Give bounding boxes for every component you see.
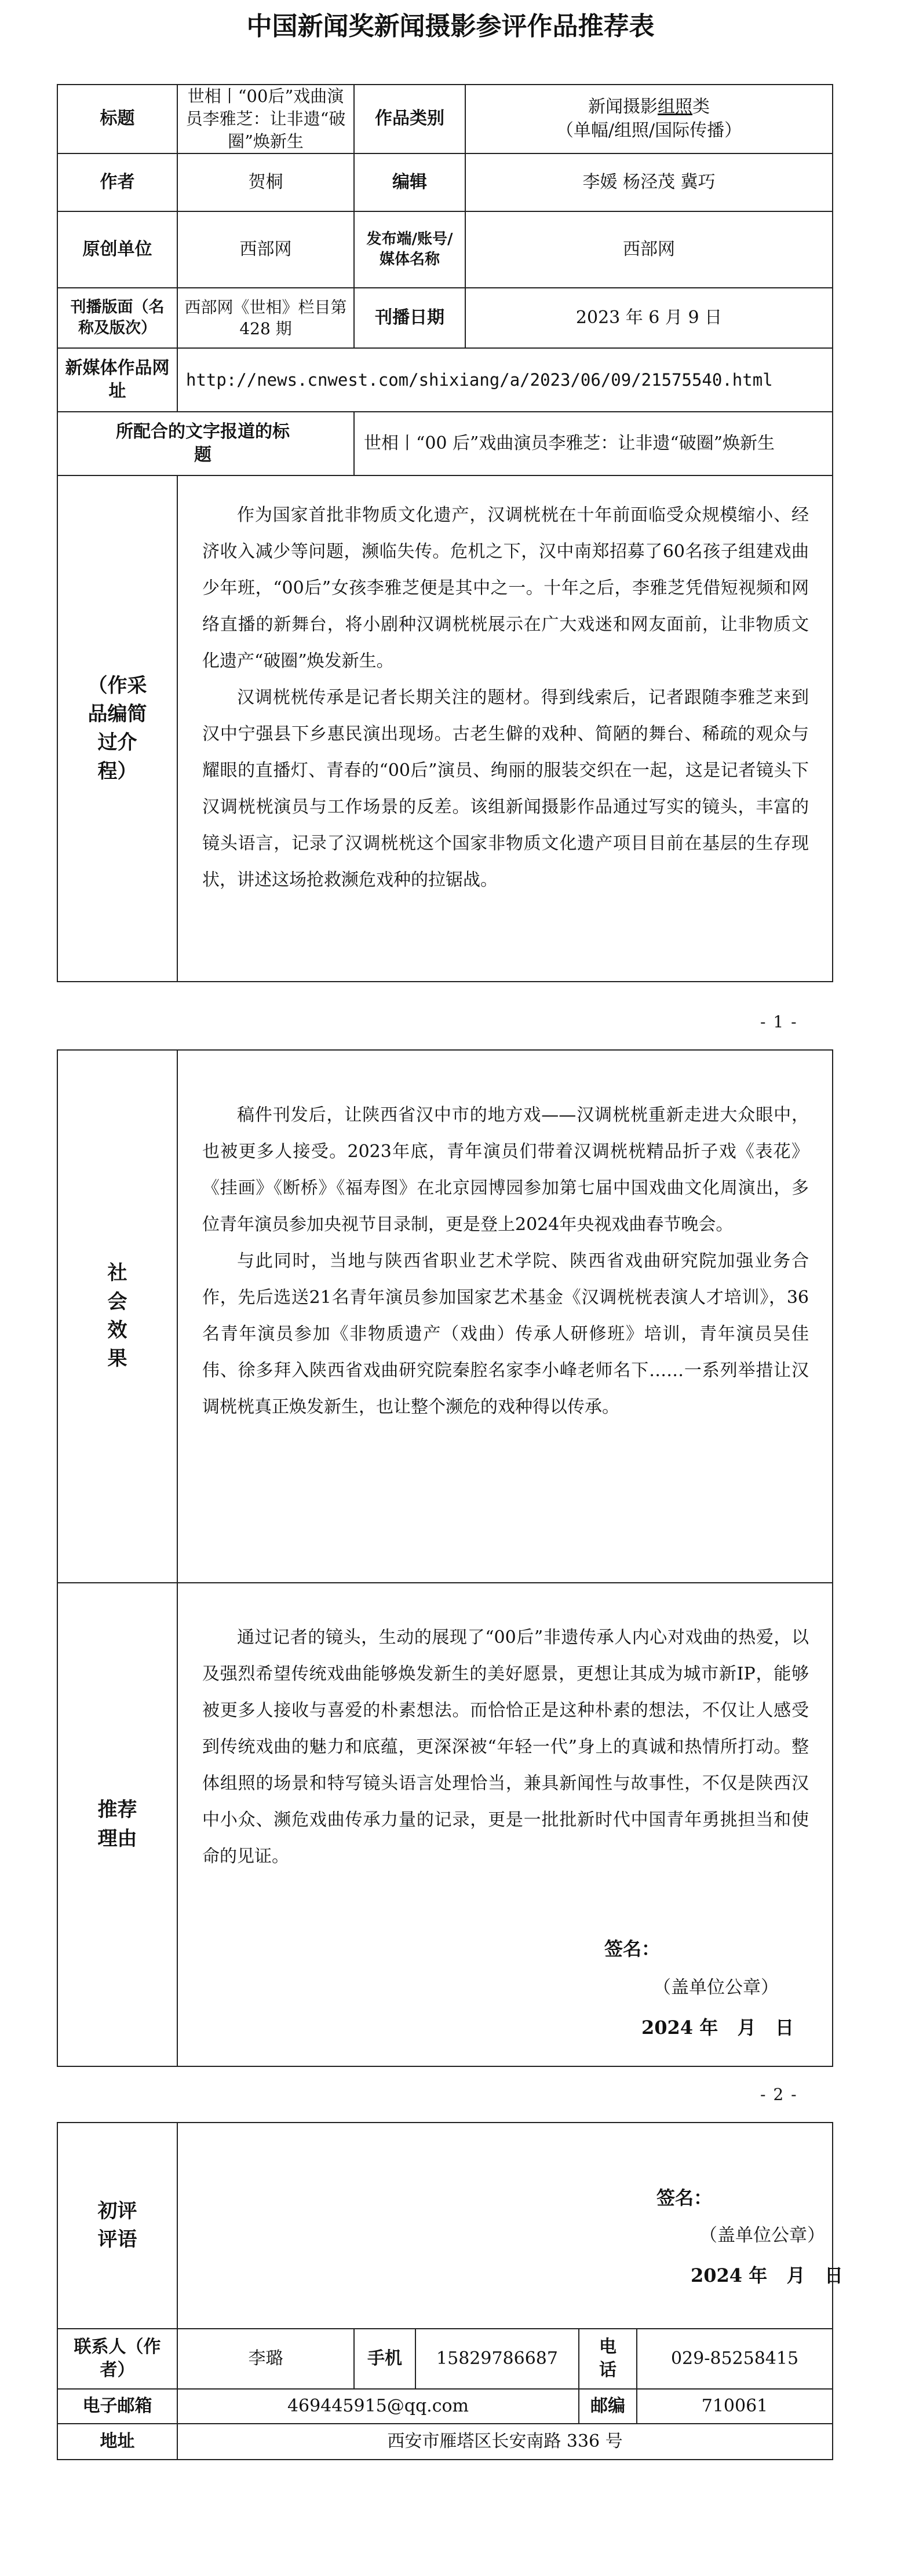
url-label: 新媒体作品网址 (57, 348, 177, 412)
reason-paragraph: 通过记者的镜头，生动的展现了“00后”非遗传承人内心对戏曲的热爱，以及强烈希望传统戏曲能够焕发新生的美好愿景，更想让其成为城市新IP，能够被更多人接收与喜爱的朴素想法。而恰恰正是这种朴素的想法，不仅让人感受到传统戏曲的魅力和底蕴，更深深被“年轻一代”身上的真诚和热情所打动。整体组照的场景和特写镜头语言处理恰当，兼具新闻性与故事性，不仅是陕西汉中小众、濒危戏曲传承力量的记录，更是一批批新时代中国青年勇挑担当和使命的见证。 (202, 1627, 809, 1867)
related-label-text: 所配合的文字报道的标题 (116, 421, 290, 466)
form-table-2 (57, 1049, 833, 2067)
review-signature-label: 签名： (656, 2187, 713, 2209)
title-value: 世相丨“00后”戏曲演员李雅芝：让非遗“破圈”焕新生 (177, 85, 354, 153)
layout-label: 刊播版面（名称及版次） (57, 288, 177, 348)
address-label: 地址 (57, 2424, 177, 2460)
unit-value: 西部网 (177, 211, 354, 288)
email-label: 电子邮箱 (57, 2389, 177, 2424)
category-options: （单幅/组照/国际传播） (556, 120, 742, 141)
related-value: 世相丨“00 后”戏曲演员李雅芝：让非遗“破圈”焕新生 (354, 412, 833, 475)
reason-signature-label: 签名： (604, 1938, 661, 1960)
phone-value: 029-85258415 (637, 2329, 833, 2389)
address-value: 西安市雁塔区长安南路 336 号 (177, 2424, 833, 2460)
effect-paragraph-1: 稿件刊发后，让陕西省汉中市的地方戏——汉调桄桄重新走进大众眼中，也被更多人接受。2023年底，青年演员们带着汉调桄桄精品折子戏《表花》《挂画》《断桥》《福寿图》在北京园博园参加第七届中国戏曲文化周演出，多位青年演员参加央视节目录制，更是登上2024年央视戏曲春节晚会。 (202, 1105, 809, 1235)
title-label: 标题 (57, 85, 177, 153)
category-suffix: 类 (692, 97, 710, 118)
editor-label: 编辑 (354, 153, 465, 211)
review-date: 2024 年 月 日 (691, 2264, 844, 2286)
effect-paragraph-2: 与此同时，当地与陕西省职业艺术学院、陕西省戏曲研究院加强业务合作，先后选送21名青年演员参加国家艺术基金《汉调桄桄表演人才培训》，36名青年演员参加《非物质遗产（戏曲）传承人研修班》培训，青年演员吴佳伟、徐多拜入陕西省戏曲研究院秦腔名家李小峰老师名下……一系列举措让汉调桄桄真正焕发新生，也让整个濒危的戏种得以传承。 (202, 1251, 809, 1417)
date-label: 刊播日期 (354, 288, 465, 348)
category-value (465, 85, 833, 153)
category-selected: 组照 (658, 97, 692, 118)
page-number-1: - 1 - (760, 1012, 798, 1031)
postcode-value: 710061 (637, 2389, 833, 2424)
reason-date: 2024 年 月 日 (641, 2017, 794, 2039)
intro-label: （作采品编简过介程） (57, 475, 177, 982)
intro-paragraph-1: 作为国家首批非物质文化遗产，汉调桄桄在十年前面临受众规模缩小、经济收入减少等问题，濒临失传。危机之下，汉中南郑招募了60名孩子组建戏曲少年班，“00后”女孩李雅芝便是其中之一。十年之后，李雅芝凭借短视频和网络直播的新舞台，将小剧种汉调桄桄展示在广大戏迷和网友面前，让非物质文化遗产“破圈”焕发新生。 (202, 505, 809, 672)
review-label: 初评评语 (57, 2123, 177, 2329)
author-value: 贺桐 (177, 153, 354, 211)
intro-content (177, 475, 833, 982)
form-table-3 (57, 2122, 844, 2460)
related-label (57, 412, 354, 475)
reason-label: 推荐理由 (57, 1583, 177, 2066)
effect-label: 社会效果 (57, 1050, 177, 1583)
category-label: 作品类别 (354, 85, 465, 153)
page-title: 中国新闻奖新闻摄影参评作品推荐表 (246, 12, 655, 41)
phone-label: 电话 (579, 2329, 637, 2389)
reason-content (177, 1583, 833, 2066)
effect-content (177, 1050, 833, 1583)
layout-value: 西部网《世相》栏目第 428 期 (177, 288, 354, 348)
editor-value: 李媛 杨泾茂 冀巧 (465, 153, 833, 211)
page-number-2: - 2 - (760, 2085, 798, 2104)
url-value: http://news.cnwest.com/shixiang/a/2023/06/09/21575540.html (177, 348, 833, 412)
review-content (177, 2123, 844, 2329)
publish-value: 西部网 (465, 211, 833, 288)
publish-label: 发布端/账号/媒体名称 (354, 211, 465, 288)
date-value: 2023 年 6 月 9 日 (465, 288, 833, 348)
reason-seal-note: （盖单位公章） (653, 1977, 779, 1998)
intro-paragraph-2: 汉调桄桄传承是记者长期关注的题材。得到线索后，记者跟随李雅芝来到汉中宁强县下乡惠民演出现场。古老生僻的戏种、简陋的舞台、稀疏的观众与耀眼的直播灯、青春的“00后”演员、绚丽的服装交织在一起，这是记者镜头下汉调桄桄演员与工作场景的反差。该组新闻摄影作品通过写实的镜头，丰富的镜头语言，记录了汉调桄桄这个国家非物质文化遗产项目目前在基层的生存现状，讲述这场抢救濒危戏种的拉锯战。 (202, 687, 809, 891)
contact-value: 李璐 (177, 2329, 354, 2389)
author-label: 作者 (57, 153, 177, 211)
review-seal-note: （盖单位公章） (699, 2225, 825, 2246)
contact-label: 联系人（作者） (57, 2329, 177, 2389)
postcode-label: 邮编 (579, 2389, 637, 2424)
category-prefix: 新闻摄影 (588, 97, 658, 118)
form-table-1 (57, 84, 833, 982)
unit-label: 原创单位 (57, 211, 177, 288)
mobile-label: 手机 (354, 2329, 415, 2389)
email-value: 469445915@qq.com (177, 2389, 579, 2424)
mobile-value: 15829786687 (415, 2329, 579, 2389)
